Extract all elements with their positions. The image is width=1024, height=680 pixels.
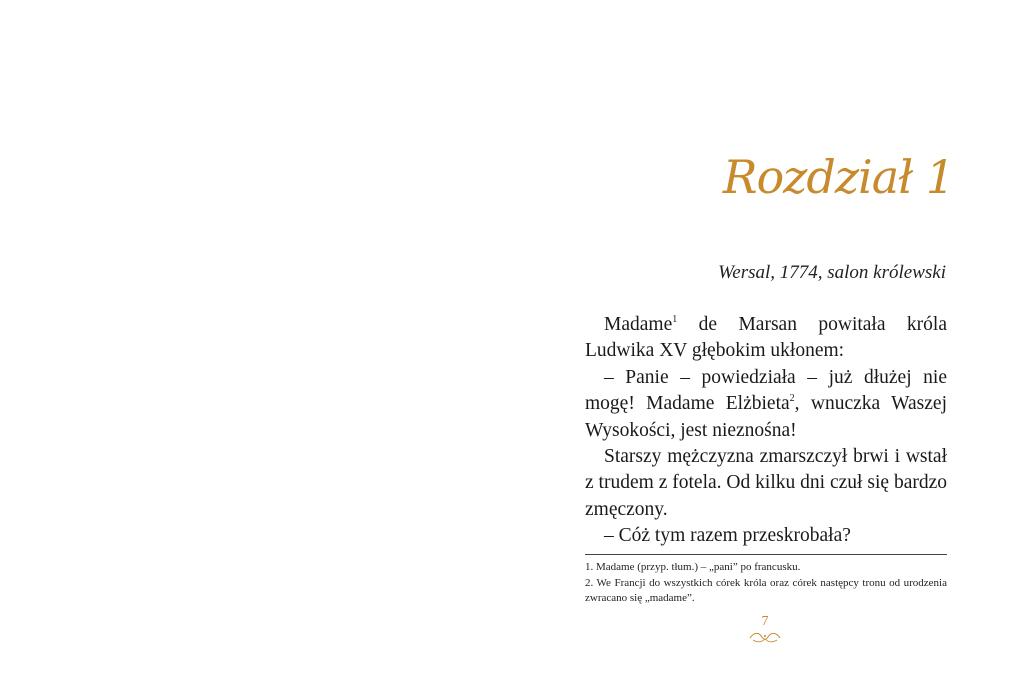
paragraph-1-start: Madame [604,314,673,335]
paragraph-2 [585,365,947,444]
footnotes [585,560,947,607]
footnote-ref-1: 1 [672,314,678,325]
paragraph-3: Starszy mężczyzna zmarszczył brwi i wstał z trudem z fotela. Od kilku dni czuł się bardzo zmęczony. [585,446,947,520]
chapter-location: Wersal, 1774, salon królewski [718,262,946,283]
paragraph-2-start: – Panie – powiedziała – już dłużej nie mogę! Madame Elżbieta [585,366,947,415]
paragraph-1-end: de Marsan powitała króla Ludwika XV głębokim ukłonem: [585,314,947,362]
paragraph-2-end: , wnuczka Waszej Wysokości, jest nieznośna! [585,393,947,441]
footnote-ref-2: 2 [789,393,795,405]
footnote-divider [585,554,947,555]
footnote-2: 2. We Francji do wszystkich córek króla oraz córek następcy tronu od urodzenia zwracano się „madame”. [585,576,947,604]
chapter-title: Rozdział 1 [722,150,954,204]
paragraph-1 [585,312,947,365]
footnote-1: 1. Madame (przyp. tłum.) – „pani” po francusku. [585,561,801,573]
flourish-ornament-icon [748,630,782,644]
paragraph-4: – Cóż tym razem przeskrobała? [604,525,851,547]
page-number: 7 [761,614,769,629]
body-text [585,312,947,550]
